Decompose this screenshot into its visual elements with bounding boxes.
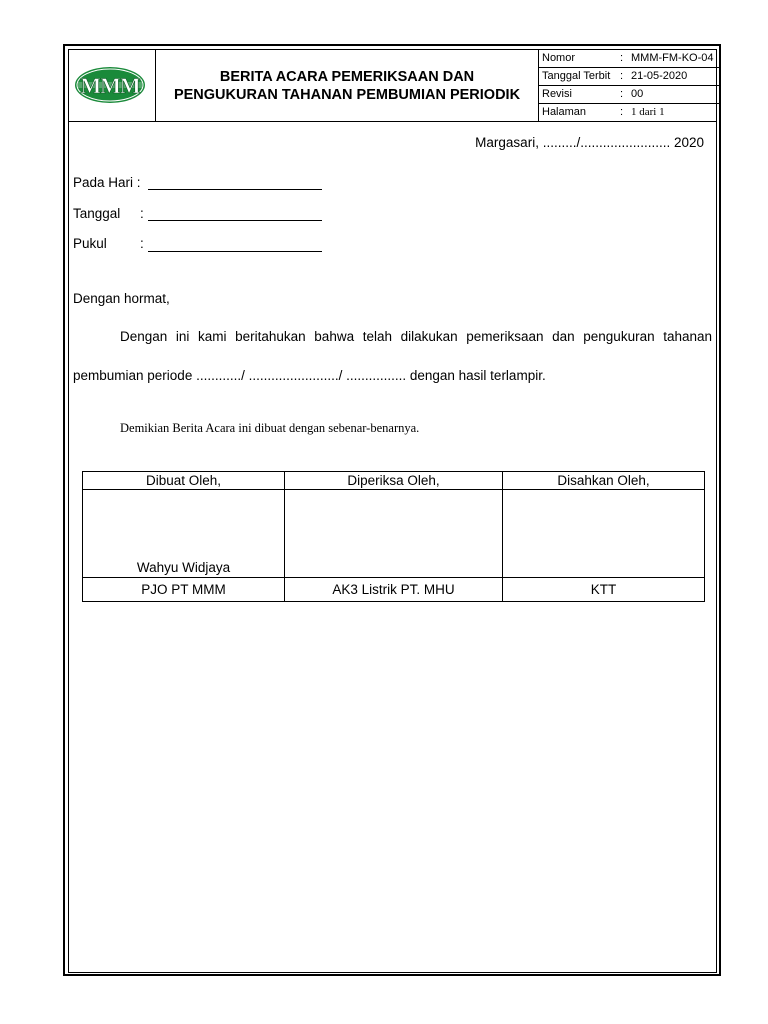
field-label-pukul: Pukul bbox=[73, 236, 107, 251]
meta-row-tanggal-terbit bbox=[538, 68, 719, 86]
document-title bbox=[158, 68, 536, 104]
signer-name: Wahyu Widjaya bbox=[136, 560, 231, 575]
meta-value: 21-05-2020 bbox=[631, 70, 688, 82]
company-logo-icon bbox=[74, 66, 146, 104]
signature-role: PJO PT MMM bbox=[83, 578, 285, 602]
signature-header-row bbox=[83, 472, 705, 490]
document-meta-table bbox=[538, 50, 719, 121]
paragraph-line-1: Dengan ini kami beritahukan bahwa telah dilakukan pemeriksaan dan pengukuran tahanan bbox=[120, 329, 712, 344]
meta-row-halaman bbox=[538, 104, 719, 121]
signature-role: KTT bbox=[503, 578, 705, 602]
meta-row-revisi bbox=[538, 86, 719, 104]
field-label-tanggal: Tanggal bbox=[73, 206, 121, 221]
greeting: Dengan hormat, bbox=[73, 291, 170, 306]
meta-colon: : bbox=[620, 52, 624, 64]
field-line-pukul[interactable] bbox=[148, 238, 322, 252]
signature-role-row bbox=[83, 578, 705, 602]
signature-role: AK3 Listrik PT. MHU bbox=[285, 578, 503, 602]
header-divider bbox=[68, 121, 717, 122]
meta-value: MMM-FM-KO-04 bbox=[631, 52, 714, 64]
field-line-tanggal[interactable] bbox=[148, 207, 322, 221]
meta-value: 1 dari 1 bbox=[631, 106, 665, 118]
logo-text: MMM bbox=[80, 73, 140, 98]
meta-label: Tanggal Terbit bbox=[542, 70, 611, 82]
place-date: Margasari, ........./........................ 2020 bbox=[475, 135, 704, 150]
signature-table bbox=[82, 471, 705, 602]
signature-box bbox=[83, 490, 285, 578]
header-divider-logo bbox=[155, 49, 156, 121]
field-colon: : bbox=[140, 236, 144, 251]
meta-label: Revisi bbox=[542, 88, 572, 100]
meta-colon: : bbox=[620, 106, 624, 118]
signature-header: Diperiksa Oleh, bbox=[285, 472, 503, 490]
title-line-2: PENGUKURAN TAHANAN PEMBUMIAN PERIODIK bbox=[173, 87, 521, 103]
paragraph-line-2: pembumian periode ............/ ......................../ ................ dengan hasil terlampir. bbox=[73, 368, 546, 383]
meta-value: 00 bbox=[631, 88, 644, 100]
signature-box bbox=[503, 490, 705, 578]
signature-space-row bbox=[83, 490, 705, 578]
meta-label: Halaman bbox=[542, 106, 587, 118]
field-colon: : bbox=[140, 206, 144, 221]
field-line-hari[interactable] bbox=[148, 176, 322, 190]
field-label-hari: Pada Hari : bbox=[73, 175, 141, 190]
meta-colon: : bbox=[620, 70, 624, 82]
meta-label: Nomor bbox=[542, 52, 576, 64]
signature-header: Dibuat Oleh, bbox=[83, 472, 285, 490]
meta-row-nomor bbox=[538, 50, 719, 68]
meta-colon: : bbox=[620, 88, 624, 100]
signature-box bbox=[285, 490, 503, 578]
signature-header: Disahkan Oleh, bbox=[503, 472, 705, 490]
title-line-1: BERITA ACARA PEMERIKSAAN DAN bbox=[219, 69, 475, 85]
closing-sentence: Demikian Berita Acara ini dibuat dengan sebenar-benarnya. bbox=[120, 421, 420, 435]
